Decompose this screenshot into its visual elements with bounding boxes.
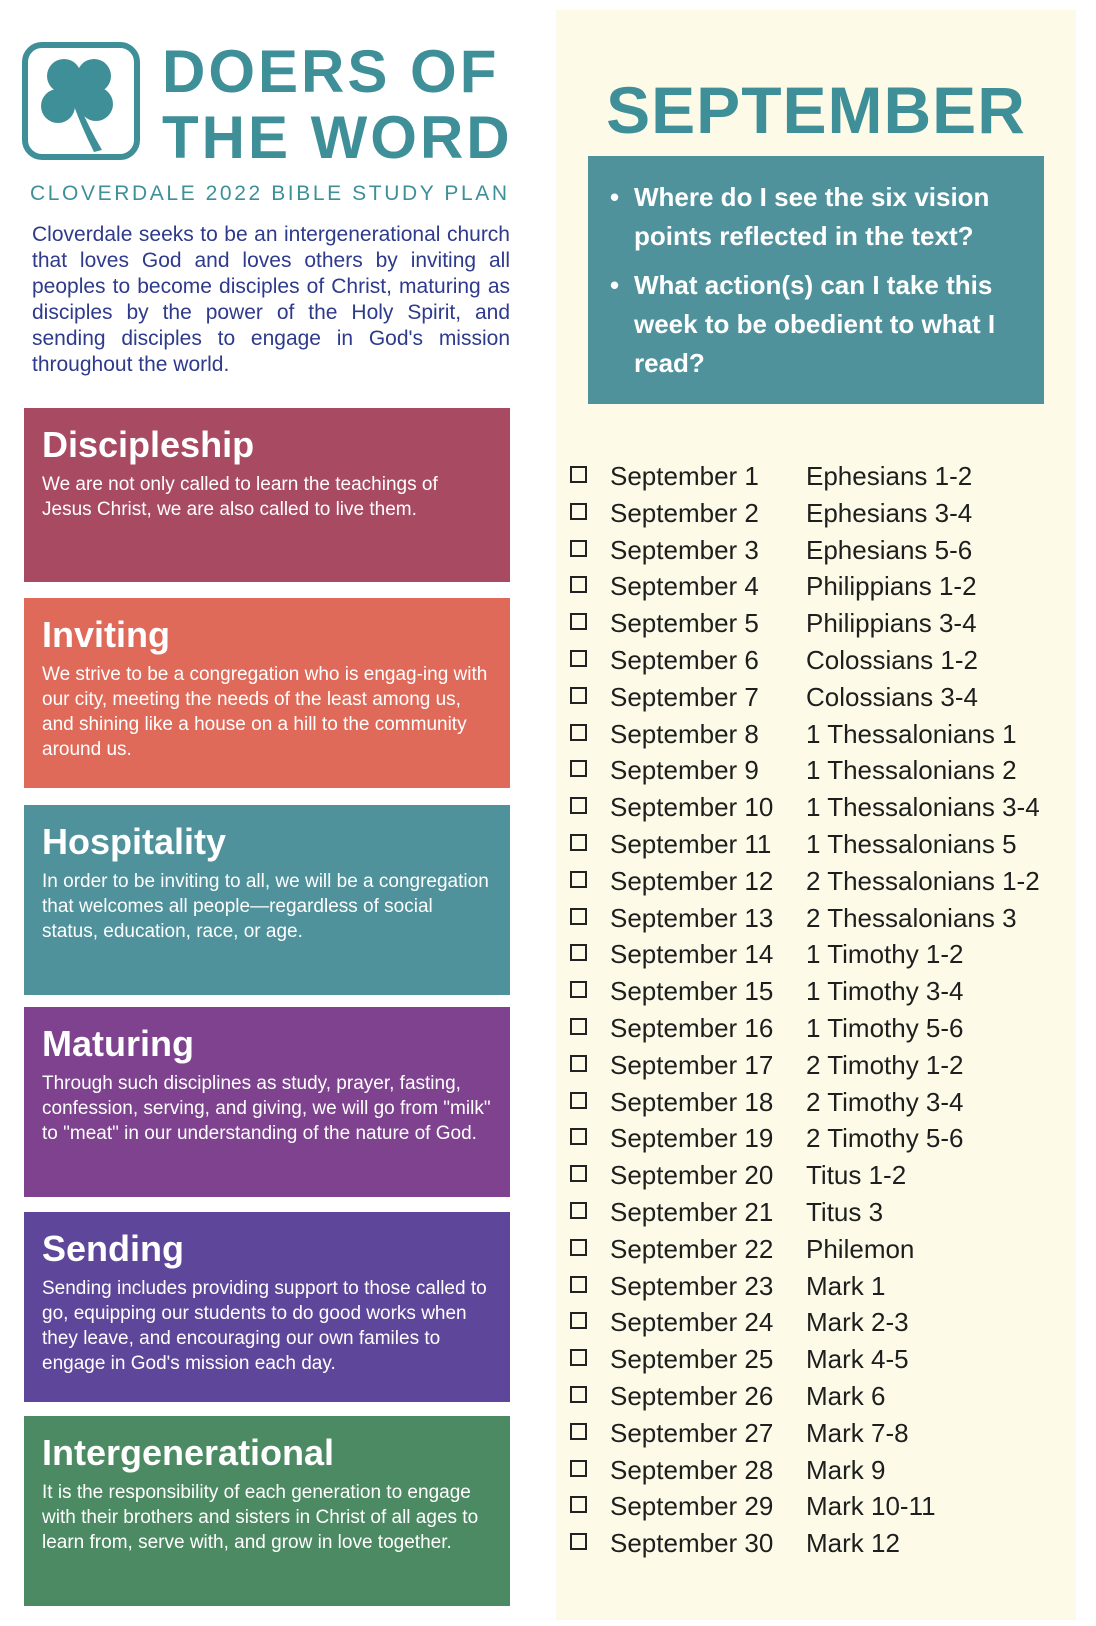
schedule-row xyxy=(570,973,1070,1010)
schedule-reading: 2 Timothy 3-4 xyxy=(806,1086,964,1117)
schedule-reading: Philippians 1-2 xyxy=(806,571,977,602)
schedule-day: September 5 xyxy=(610,608,759,639)
schedule-day: September 15 xyxy=(610,976,774,1007)
checkbox-icon[interactable] xyxy=(570,1202,587,1219)
schedule-row xyxy=(570,1488,1070,1525)
schedule-day: September 30 xyxy=(610,1528,774,1559)
question-item: • What action(s) can I take this week to be obedient to what I read? xyxy=(610,266,1026,383)
checkbox-icon[interactable] xyxy=(570,1386,587,1403)
schedule-reading: 2 Timothy 5-6 xyxy=(806,1123,964,1154)
schedule-row xyxy=(570,936,1070,973)
schedule-reading: 1 Thessalonians 1 xyxy=(806,718,1017,749)
question-item: • Where do I see the six vision points reflected in the text? xyxy=(610,178,1026,256)
schedule-reading: Ephesians 5-6 xyxy=(806,534,973,565)
checkbox-icon[interactable] xyxy=(570,540,587,557)
value-card-inviting xyxy=(24,598,510,788)
schedule-row xyxy=(570,1525,1070,1562)
schedule-reading: 2 Timothy 1-2 xyxy=(806,1049,964,1080)
schedule-day: September 13 xyxy=(610,902,774,933)
schedule-reading: 1 Timothy 5-6 xyxy=(806,1012,964,1043)
schedule-day: September 17 xyxy=(610,1049,774,1080)
checkbox-icon[interactable] xyxy=(570,1276,587,1293)
value-text: We strive to be a congregation who is engag-ing with our city, meeting the needs of the least among us, and shining like a house on a hill to the community around us. xyxy=(42,664,488,760)
schedule-reading: 1 Thessalonians 2 xyxy=(806,755,1017,786)
schedule-row xyxy=(570,1047,1070,1084)
reading-plan-panel xyxy=(556,10,1076,1620)
clover-icon xyxy=(22,42,140,160)
value-text: We are not only called to learn the teachings of Jesus Christ, we are also called to live them. xyxy=(42,474,438,520)
schedule-day: September 8 xyxy=(610,718,759,749)
schedule-reading: 2 Thessalonians 3 xyxy=(806,902,1017,933)
checkbox-icon[interactable] xyxy=(570,981,587,998)
checkbox-icon[interactable] xyxy=(570,503,587,520)
schedule-day: September 19 xyxy=(610,1123,774,1154)
checkbox-icon[interactable] xyxy=(570,944,587,961)
schedule-row xyxy=(570,605,1070,642)
logo-header xyxy=(22,40,517,170)
schedule-reading: Mark 1 xyxy=(806,1270,886,1301)
value-text: Sending includes providing support to those called to go, equipping our students to do good works when they leave, and encouraging our own familes to engage in God's mission each day. xyxy=(42,1278,487,1374)
schedule-row xyxy=(570,1157,1070,1194)
schedule-reading: Mark 6 xyxy=(806,1380,886,1411)
checkbox-icon[interactable] xyxy=(570,613,587,630)
value-title: Maturing xyxy=(42,1023,194,1064)
title-line-2: THE WORD xyxy=(162,104,513,171)
schedule-row xyxy=(570,1268,1070,1305)
schedule-day: September 12 xyxy=(610,865,774,896)
schedule-row xyxy=(570,568,1070,605)
schedule-row xyxy=(570,900,1070,937)
schedule-reading: Mark 9 xyxy=(806,1454,886,1485)
schedule-reading: Philemon xyxy=(806,1233,915,1264)
schedule-row xyxy=(570,1341,1070,1378)
schedule-row xyxy=(570,1304,1070,1341)
value-card-hospitality xyxy=(24,805,510,995)
schedule-reading: Mark 10-11 xyxy=(806,1491,936,1522)
schedule-reading: Mark 7-8 xyxy=(806,1417,909,1448)
checkbox-icon[interactable] xyxy=(570,1460,587,1477)
schedule-reading: Titus 1-2 xyxy=(806,1160,907,1191)
schedule-day: September 23 xyxy=(610,1270,774,1301)
schedule-day: September 7 xyxy=(610,681,759,712)
checkbox-icon[interactable] xyxy=(570,760,587,777)
schedule-reading: 1 Timothy 3-4 xyxy=(806,976,964,1007)
schedule-reading: 1 Thessalonians 5 xyxy=(806,828,1017,859)
schedule-row xyxy=(570,458,1070,495)
schedule-reading: Titus 3 xyxy=(806,1196,884,1227)
schedule-row xyxy=(570,1194,1070,1231)
value-text: Through such disciplines as study, prayer, fasting, confession, serving, and giving, we will go from "milk" to "meat" in our understanding of the nature of God. xyxy=(42,1073,491,1144)
checkbox-icon[interactable] xyxy=(570,1092,587,1109)
schedule-day: September 26 xyxy=(610,1380,774,1411)
checkbox-icon[interactable] xyxy=(570,1018,587,1035)
checkbox-icon[interactable] xyxy=(570,1165,587,1182)
schedule-day: September 20 xyxy=(610,1160,774,1191)
schedule-reading: 2 Thessalonians 1-2 xyxy=(806,865,1040,896)
schedule-row xyxy=(570,679,1070,716)
schedule-day: September 27 xyxy=(610,1417,774,1448)
checkbox-icon[interactable] xyxy=(570,724,587,741)
value-title: Sending xyxy=(42,1228,184,1269)
schedule-row xyxy=(570,642,1070,679)
schedule-row xyxy=(570,1452,1070,1489)
schedule-day: September 28 xyxy=(610,1454,774,1485)
schedule-row xyxy=(570,1415,1070,1452)
schedule-day: September 25 xyxy=(610,1344,774,1375)
title-line-1: DOERS OF xyxy=(162,38,500,105)
schedule-row xyxy=(570,826,1070,863)
schedule-day: September 1 xyxy=(610,461,759,491)
value-card-intergenerational xyxy=(24,1416,510,1606)
value-card-sending xyxy=(24,1212,510,1402)
value-title: Intergenerational xyxy=(42,1432,335,1473)
schedule-day: September 6 xyxy=(610,644,759,675)
value-title: Discipleship xyxy=(42,424,255,465)
value-text: It is the responsibility of each generation to engage with their brothers and sisters in Christ of all ages to learn from, serve with, and grow in love together. xyxy=(42,1482,479,1553)
value-title: Hospitality xyxy=(42,821,227,862)
schedule-row xyxy=(570,1378,1070,1415)
schedule-reading: Mark 4-5 xyxy=(806,1344,909,1375)
checkbox-icon[interactable] xyxy=(570,834,587,851)
schedule-day: September 11 xyxy=(610,828,772,859)
checkbox-icon[interactable] xyxy=(570,1349,587,1366)
checkbox-icon[interactable] xyxy=(570,1055,587,1072)
checkbox-icon[interactable] xyxy=(570,1496,587,1513)
schedule-day: September 4 xyxy=(610,571,759,602)
schedule-reading: Mark 12 xyxy=(806,1528,900,1559)
checkbox-icon[interactable] xyxy=(570,650,587,667)
checkbox-icon[interactable] xyxy=(570,871,587,888)
schedule-day: September 18 xyxy=(610,1086,774,1117)
reflection-questions xyxy=(588,156,1044,404)
checkbox-icon[interactable] xyxy=(570,1128,587,1145)
schedule-row xyxy=(570,789,1070,826)
checkbox-icon[interactable] xyxy=(570,797,587,814)
schedule-day: September 10 xyxy=(610,792,774,823)
checkbox-icon[interactable] xyxy=(570,1423,587,1440)
value-card-discipleship xyxy=(24,408,510,582)
schedule-row xyxy=(570,1120,1070,1157)
schedule-day: September 16 xyxy=(610,1012,774,1043)
schedule-reading: Ephesians 1-2 xyxy=(806,461,973,491)
schedule-row xyxy=(570,716,1070,753)
schedule-reading: Colossians 1-2 xyxy=(806,644,978,675)
value-title: Inviting xyxy=(42,614,170,655)
schedule-row xyxy=(570,1084,1070,1121)
checkbox-icon[interactable] xyxy=(570,576,587,593)
schedule-row xyxy=(570,863,1070,900)
schedule-row xyxy=(570,532,1070,569)
mission-statement: Cloverdale seeks to be an intergenerational church that loves God and loves others by inviting all peoples to become disciples of Christ, maturing as disciples by the power of the Holy Spirit, and sending disciples to engage in God's mission throughout the world. xyxy=(32,223,510,376)
schedule-reading: Ephesians 3-4 xyxy=(806,497,973,528)
schedule-reading: 1 Timothy 1-2 xyxy=(806,939,964,970)
schedule-day: September 14 xyxy=(610,939,774,970)
schedule-day: September 2 xyxy=(610,497,759,528)
reading-schedule xyxy=(570,458,1070,1562)
schedule-reading: 1 Thessalonians 3-4 xyxy=(806,792,1040,823)
schedule-day: September 24 xyxy=(610,1307,774,1338)
checkbox-icon[interactable] xyxy=(570,1533,587,1550)
checkbox-icon[interactable] xyxy=(570,1312,587,1329)
schedule-reading: Philippians 3-4 xyxy=(806,608,977,639)
checkbox-icon[interactable] xyxy=(570,687,587,704)
plan-subtitle: CLOVERDALE 2022 BIBLE STUDY PLAN xyxy=(30,182,510,205)
schedule-reading: Mark 2-3 xyxy=(806,1307,909,1338)
schedule-day: September 21 xyxy=(610,1196,774,1227)
schedule-row xyxy=(570,1231,1070,1268)
value-text: In order to be inviting to all, we will be a congregation that welcomes all people—regardless of social status, education, race, or age. xyxy=(42,871,489,942)
schedule-row xyxy=(570,752,1070,789)
schedule-day: September 9 xyxy=(610,755,759,786)
schedule-day: September 22 xyxy=(610,1233,774,1264)
schedule-day: September 29 xyxy=(610,1491,774,1522)
month-title: SEPTEMBER xyxy=(606,73,1026,147)
checkbox-icon[interactable] xyxy=(570,466,587,483)
schedule-row xyxy=(570,1010,1070,1047)
left-column xyxy=(0,0,540,1626)
schedule-row xyxy=(570,495,1070,532)
checkbox-icon[interactable] xyxy=(570,908,587,925)
checkbox-icon[interactable] xyxy=(570,1239,587,1256)
schedule-day: September 3 xyxy=(610,534,759,565)
value-card-maturing xyxy=(24,1007,510,1197)
schedule-reading: Colossians 3-4 xyxy=(806,681,978,712)
